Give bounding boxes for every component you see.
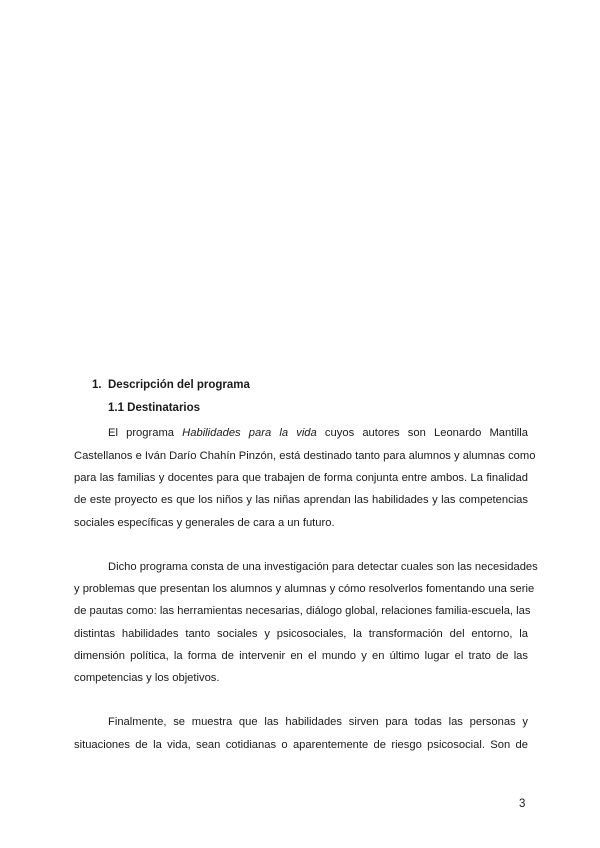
paragraph-2-line-3: de pautas como: las herramientas necesarias, diálogo global, relaciones familia-escuela, las [74,605,531,617]
paragraph-2-line-2: y problemas que presentan los alumnos y alumnas y cómo resolverlos fomentando una serie [74,583,535,595]
subsection-heading: 1.1 Destinatarios [108,402,201,414]
paragraph-2-line-5: dimensión política, la forma de intervenir en el mundo y en último lugar el trato de las [74,650,528,662]
paragraph-1-line-4: de este proyecto es que los niños y las niñas aprendan las habilidades y las competencias [74,494,528,506]
section-title: Descripción del programa [108,379,250,391]
paragraph-3-line-1: Finalmente, se muestra que las habilidades sirven para todas las personas y [108,716,528,728]
paragraph-1-line-1 [108,426,528,440]
paragraph-1-text: cuyos autores son Leonardo Mantilla [316,427,529,439]
program-title-italic: Habilidades para la vida [182,427,317,439]
section-heading [92,379,250,391]
paragraph-1-line-5: sociales específicas y generales de cara a un futuro. [74,517,335,529]
paragraph-1-line-2: Castellanos e Iván Darío Chahín Pinzón, está destinado tanto para alumnos y alumnas como [74,450,536,462]
section-number: 1. [92,379,102,391]
paragraph-2-line-1: Dicho programa consta de una investigación para detectar cuales son las necesidades [108,561,538,573]
paragraph-2-line-4: distintas habilidades tanto sociales y psicosociales, la transformación del entorno, la [74,628,528,640]
paragraph-3-line-2: situaciones de la vida, sean cotidianas o aparentemente de riesgo psicosocial. Son de [74,739,528,751]
paragraph-1-line-3: para las familias y docentes para que trabajen de forma conjunta entre ambos. La finalidad [74,472,528,484]
page-number: 3 [519,798,526,810]
paragraph-1-text: El programa [108,427,183,439]
paragraph-2-line-6: competencias y los objetivos. [74,672,220,684]
